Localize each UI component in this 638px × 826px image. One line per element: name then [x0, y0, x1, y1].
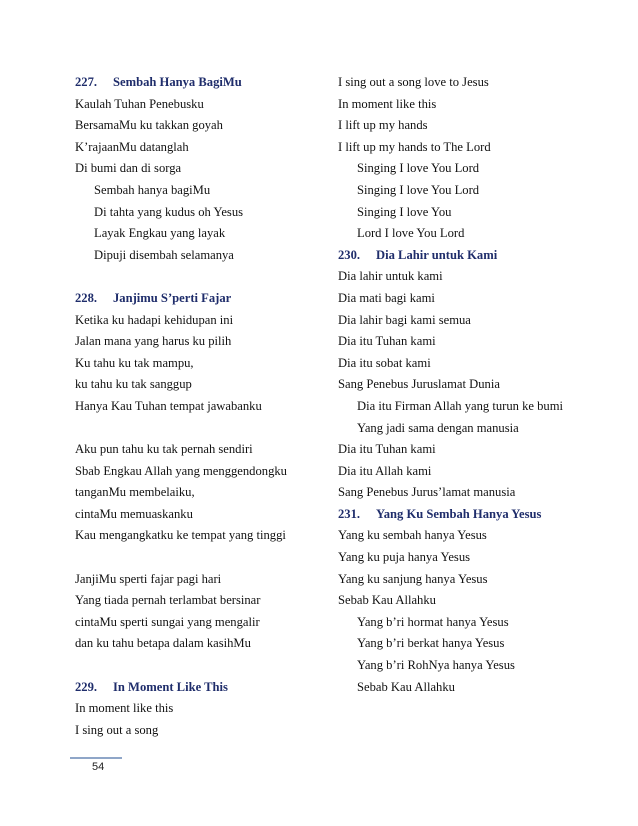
lyric-line: Dia itu Allah kami: [338, 463, 432, 478]
lyric-line: Aku pun tahu ku tak pernah sendiri: [75, 442, 253, 457]
song-heading: [75, 72, 320, 94]
lyric-line: Kaulah Tuhan Penebusku: [75, 96, 204, 111]
song-heading: [338, 504, 608, 526]
lyric-line: I lift up my hands: [338, 118, 428, 133]
lyric-line: Hanya Kau Tuhan tempat jawabanku: [75, 398, 262, 413]
chorus-line: Yang b’ri berkat hanya Yesus: [357, 636, 505, 651]
lyric-line: Ketika ku hadapi kehidupan ini: [75, 312, 234, 327]
chorus-line: Di tahta yang kudus oh Yesus: [94, 204, 244, 219]
lyric-line: Sang Penebus Jurus’lamat manusia: [338, 485, 516, 500]
song-number: 229.: [75, 679, 98, 694]
chorus-line: Singing I love You: [357, 204, 452, 219]
left-column: [75, 72, 320, 741]
lyric-line: Sang Penebus Juruslamat Dunia: [338, 377, 500, 392]
chorus-line: Singing I love You Lord: [357, 161, 480, 176]
lyric-line: Sebab Kau Allahku: [338, 593, 436, 608]
lyric-line: Dia mati bagi kami: [338, 290, 435, 305]
chorus-line: Layak Engkau yang layak: [94, 226, 226, 241]
footer-rule: [70, 757, 122, 759]
song-number: 231.: [338, 506, 361, 521]
lyric-line: BersamaMu ku takkan goyah: [75, 118, 223, 133]
lyric-line: Dia itu Tuhan kami: [338, 334, 436, 349]
lyric-line: ku tahu ku tak sanggup: [75, 377, 192, 392]
lyric-line: I lift up my hands to The Lord: [338, 139, 491, 154]
lyric-line: Kau mengangkatku ke tempat yang tinggi: [75, 528, 286, 543]
stanza-gap: [75, 547, 320, 569]
lyric-line: cintaMu memuaskanku: [75, 506, 193, 521]
lyric-line: cintaMu sperti sungai yang mengalir: [75, 614, 260, 629]
lyric-line: Ku tahu ku tak mampu,: [75, 355, 194, 370]
song-title: Janjimu S’perti Fajar: [113, 290, 232, 305]
lyric-line: I sing out a song: [75, 722, 159, 737]
song-heading: [338, 245, 608, 267]
song-number: 230.: [338, 247, 361, 262]
lyric-line: Sbab Engkau Allah yang menggendongku: [75, 463, 287, 478]
stanza-gap: [75, 266, 320, 288]
lyric-line: Yang ku sanjung hanya Yesus: [338, 571, 488, 586]
lyric-line: K’rajaanMu datanglah: [75, 139, 189, 154]
chorus-line: Yang b’ri hormat hanya Yesus: [357, 614, 509, 629]
chorus-line: Dipuji disembah selamanya: [94, 247, 234, 262]
page-number: 54: [92, 761, 105, 773]
lyric-line: JanjiMu sperti fajar pagi hari: [75, 571, 222, 586]
lyric-line: Yang ku sembah hanya Yesus: [338, 528, 487, 543]
lyric-line: tanganMu membelaiku,: [75, 485, 195, 500]
lyric-line: Dia itu Tuhan kami: [338, 442, 436, 457]
lyric-line: In moment like this: [338, 96, 437, 111]
right-column: [338, 72, 608, 698]
chorus-line: Lord I love You Lord: [357, 226, 465, 241]
lyric-line: In moment like this: [75, 701, 174, 716]
chorus-line: Singing I love You Lord: [357, 182, 480, 197]
song-title: Sembah Hanya BagiMu: [113, 75, 242, 89]
lyric-line: I sing out a song love to Jesus: [338, 75, 489, 89]
lyric-line: Yang tiada pernah terlambat bersinar: [75, 593, 261, 608]
lyric-line: Yang ku puja hanya Yesus: [338, 550, 471, 565]
chorus-line: Sebab Kau Allahku: [357, 679, 455, 694]
chorus-line: Yang b’ri RohNya hanya Yesus: [357, 658, 515, 673]
song-heading: [75, 288, 320, 310]
song-number: 228.: [75, 290, 98, 305]
lyric-line: dan ku tahu betapa dalam kasihMu: [75, 636, 251, 651]
stanza-gap: [75, 655, 320, 677]
song-heading: [75, 677, 320, 699]
chorus-line: Dia itu Firman Allah yang turun ke bumi: [357, 398, 564, 413]
chorus-line: Sembah hanya bagiMu: [94, 182, 211, 197]
stanza-gap: [75, 418, 320, 440]
chorus-line: Yang jadi sama dengan manusia: [357, 420, 519, 435]
lyric-line: Dia lahir bagi kami semua: [338, 312, 471, 327]
song-number: 227.: [75, 75, 98, 89]
lyric-line: Jalan mana yang harus ku pilih: [75, 334, 232, 349]
lyric-line: Dia lahir untuk kami: [338, 269, 443, 284]
lyric-line: Di bumi dan di sorga: [75, 161, 182, 176]
song-title: Yang Ku Sembah Hanya Yesus: [376, 506, 542, 521]
lyric-line: Dia itu sobat kami: [338, 355, 431, 370]
song-title: In Moment Like This: [113, 679, 228, 694]
song-title: Dia Lahir untuk Kami: [376, 247, 498, 262]
